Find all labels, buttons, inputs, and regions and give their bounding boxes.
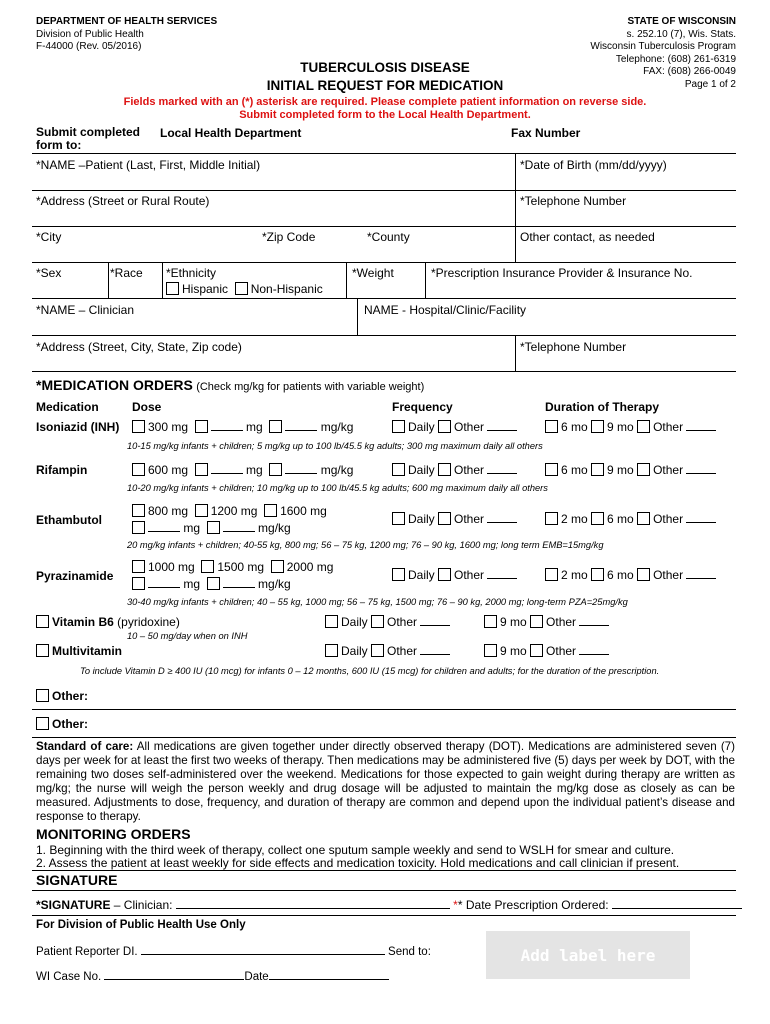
- pza-other-checkbox[interactable]: [438, 568, 451, 581]
- pza-1500-checkbox[interactable]: [201, 560, 214, 573]
- ethnicity-label: *Ethnicity: [166, 266, 217, 280]
- pza-duration: 2 mo 6 mo Other: [545, 568, 716, 582]
- b6-other-checkbox[interactable]: [371, 615, 384, 628]
- facility-field[interactable]: NAME - Hospital/Clinic/Facility: [364, 303, 527, 317]
- pza-dose-row1: 1000 mg 1500 mg 2000 mg: [132, 560, 333, 574]
- inh-dose: 300 mg mg mg/kg: [132, 420, 353, 434]
- inh-mgkg-checkbox[interactable]: [269, 420, 282, 433]
- monitoring-heading: MONITORING ORDERS: [36, 826, 191, 842]
- add-label-box[interactable]: Add label here: [486, 931, 690, 979]
- inh-300-checkbox[interactable]: [132, 420, 145, 433]
- emb-800-checkbox[interactable]: [132, 504, 145, 517]
- clinician-address-field[interactable]: *Address (Street, City, State, Zip code): [36, 340, 242, 354]
- page-number: Page 1 of 2: [684, 78, 736, 90]
- signature-row: *SIGNATURE – Clinician: ** Date Prescription Ordered:: [36, 898, 742, 912]
- pza-1000-checkbox[interactable]: [132, 560, 145, 573]
- emb-daily-checkbox[interactable]: [392, 512, 405, 525]
- emb-dose-row1: 800 mg 1200 mg 1600 mg: [132, 504, 327, 518]
- telephone: Telephone: (608) 261-6319: [615, 53, 736, 65]
- submit-notice: Submit completed form to the Local Health Department.: [239, 109, 531, 121]
- multi-duration: 9 mo Other: [484, 644, 609, 658]
- inh-mg-checkbox[interactable]: [195, 420, 208, 433]
- pza-2000-checkbox[interactable]: [271, 560, 284, 573]
- pza-frequency: Daily Other: [392, 568, 517, 582]
- other2-checkbox[interactable]: [36, 717, 49, 730]
- emb-2mo-checkbox[interactable]: [545, 512, 558, 525]
- col-duration: Duration of Therapy: [545, 400, 660, 414]
- state-name: STATE OF WISCONSIN: [627, 16, 736, 27]
- medication-orders-heading: *MEDICATION ORDERS (Check mg/kg for patients with variable weight): [36, 377, 425, 393]
- pza-6mo-checkbox[interactable]: [591, 568, 604, 581]
- insurance-field[interactable]: *Prescription Insurance Provider & Insurance No.: [431, 266, 693, 280]
- emb-frequency: Daily Other: [392, 512, 517, 526]
- rif-mgkg-checkbox[interactable]: [269, 463, 282, 476]
- clinician-phone-field[interactable]: *Telephone Number: [520, 340, 627, 354]
- rif-daily-checkbox[interactable]: [392, 463, 405, 476]
- emb-dose-row2: mg mg/kg: [132, 521, 291, 535]
- b6-checkbox[interactable]: [36, 615, 49, 628]
- form-title-line2: INITIAL REQUEST FOR MEDICATION: [266, 78, 504, 93]
- rif-note: 10-20 mg/kg infants + children; 10 mg/kg up to 100 lb/45.5 kg adults; 600 mg maximum daily all others: [127, 483, 548, 493]
- dob-field[interactable]: *Date of Birth (mm/dd/yyyy): [520, 158, 667, 172]
- inh-name: Isoniazid (INH): [36, 420, 120, 434]
- emb-mgkg-checkbox[interactable]: [207, 521, 220, 534]
- monitoring-item-1: 1. Beginning with the third week of therapy, collect one sputum sample weekly and send to WSLH for smear and culture.: [36, 843, 675, 857]
- multi-daily-checkbox[interactable]: [325, 644, 338, 657]
- county-field[interactable]: *County: [367, 230, 410, 244]
- multi-row: Multivitamin: [36, 644, 122, 658]
- statute: s. 252.10 (7), Wis. Stats.: [626, 28, 736, 40]
- dph-heading: For Division of Public Health Use Only: [36, 919, 246, 931]
- patient-phone-field[interactable]: *Telephone Number: [520, 194, 627, 208]
- signature-heading: SIGNATURE: [36, 872, 118, 888]
- emb-6mo-checkbox[interactable]: [591, 512, 604, 525]
- pza-mg-checkbox[interactable]: [132, 577, 145, 590]
- reporter-row: Patient Reporter DI. Send to:: [36, 946, 431, 958]
- pza-other-dur-checkbox[interactable]: [637, 568, 650, 581]
- multi-other-dur-checkbox[interactable]: [530, 644, 543, 657]
- case-row: WI Case No. Date: [36, 969, 389, 983]
- inh-other-dur-checkbox[interactable]: [637, 420, 650, 433]
- emb-duration: 2 mo 6 mo Other: [545, 512, 716, 526]
- rif-other-checkbox[interactable]: [438, 463, 451, 476]
- case-number-field[interactable]: [104, 969, 244, 980]
- non-hispanic-checkbox[interactable]: [235, 282, 248, 295]
- pza-name: Pyrazinamide: [36, 569, 114, 583]
- b6-row: Vitamin B6 (pyridoxine): [36, 615, 180, 629]
- pza-2mo-checkbox[interactable]: [545, 568, 558, 581]
- form-title-line1: TUBERCULOSIS DISEASE: [300, 60, 470, 75]
- b6-frequency: Daily Other: [325, 615, 450, 629]
- multi-checkbox[interactable]: [36, 644, 49, 657]
- other-row-2: Other:: [36, 717, 88, 731]
- emb-other-dur-checkbox[interactable]: [637, 512, 650, 525]
- emb-1600-checkbox[interactable]: [264, 504, 277, 517]
- header-left: [36, 16, 217, 54]
- inh-daily-checkbox[interactable]: [392, 420, 405, 433]
- clinician-name-field[interactable]: *NAME – Clinician: [36, 303, 135, 317]
- inh-9mo-checkbox[interactable]: [591, 420, 604, 433]
- pza-dose-row2: mg mg/kg: [132, 577, 291, 591]
- emb-name: Ethambutol: [36, 513, 102, 527]
- b6-9mo-checkbox[interactable]: [484, 615, 497, 628]
- emb-1200-checkbox[interactable]: [195, 504, 208, 517]
- col-medication: Medication: [36, 400, 99, 414]
- multi-frequency: Daily Other: [325, 644, 450, 658]
- ethnicity-options: Hispanic Non-Hispanic: [166, 282, 323, 296]
- fax: FAX: (608) 266-0049: [643, 66, 736, 77]
- date-ordered-field[interactable]: [612, 898, 742, 909]
- emb-note: 20 mg/kg infants + children; 40-55 kg, 800 mg; 56 – 75 kg, 1200 mg; 76 – 90 kg, 1600 mg; long term EMB=15mg/kg: [127, 540, 604, 550]
- signature-field[interactable]: [176, 898, 450, 909]
- pza-daily-checkbox[interactable]: [392, 568, 405, 581]
- other-row-1: Other:: [36, 689, 88, 703]
- inh-duration: 6 mo 9 mo Other: [545, 420, 716, 434]
- standard-of-care: Standard of care: All medications are given together under directly observed therapy (DOT). Medications are administered seven (7) days per week for at least the first two weeks of therapy. Then medications may be administered five (5) days per week by DOT, with the remaining two doses self-administered over the weekend. Medications for those expected to gain weight during therapy are written as mg/kg; the nurse will weigh the person weekly and drug dosage will be adjusted to maintain the mg/kg dose as closely as can be measured. Adjustments to dose, frequency, and duration of therapy are common and depend upon the individual patient’s disease and response to therapy.: [36, 740, 735, 823]
- rif-duration: 6 mo 9 mo Other: [545, 463, 716, 477]
- form-number: F-44000 (Rev. 05/2016): [36, 41, 142, 52]
- reporter-field[interactable]: [141, 944, 385, 955]
- emb-mg-checkbox[interactable]: [132, 521, 145, 534]
- patient-address-field[interactable]: *Address (Street or Rural Route): [36, 194, 210, 208]
- emb-other-checkbox[interactable]: [438, 512, 451, 525]
- zip-field[interactable]: *Zip Code: [262, 230, 316, 244]
- inh-frequency: Daily Other: [392, 420, 517, 434]
- b6-other-dur-checkbox[interactable]: [530, 615, 543, 628]
- weight-field[interactable]: *Weight: [352, 266, 394, 280]
- multi-9mo-checkbox[interactable]: [484, 644, 497, 657]
- pza-note: 30-40 mg/kg infants + children; 40 – 55 kg, 1000 mg; 56 – 75 kg, 1500 mg; 76 – 90 kg, 2000 mg; long-term PZA=25mg/kg: [127, 597, 628, 607]
- rif-600-checkbox[interactable]: [132, 463, 145, 476]
- rif-6mo-checkbox[interactable]: [545, 463, 558, 476]
- required-notice: Fields marked with an (*) asterisk are required. Please complete patient information on reverse side.: [123, 96, 647, 108]
- local-health-dept-label: Local Health Department: [160, 126, 302, 140]
- city-field[interactable]: *City: [36, 230, 62, 244]
- sex-field[interactable]: *Sex: [36, 266, 62, 280]
- submit-label: Submit completed form to:: [36, 125, 141, 152]
- inh-6mo-checkbox[interactable]: [545, 420, 558, 433]
- agency-name: DEPARTMENT OF HEALTH SERVICES: [36, 16, 218, 27]
- dph-date-field[interactable]: [269, 969, 389, 980]
- multi-other-checkbox[interactable]: [371, 644, 384, 657]
- rif-frequency: Daily Other: [392, 463, 517, 477]
- hispanic-checkbox[interactable]: [166, 282, 179, 295]
- b6-daily-checkbox[interactable]: [325, 615, 338, 628]
- pza-mgkg-checkbox[interactable]: [207, 577, 220, 590]
- race-field[interactable]: *Race: [110, 266, 143, 280]
- rif-dose: 600 mg mg mg/kg: [132, 463, 353, 477]
- rif-9mo-checkbox[interactable]: [591, 463, 604, 476]
- other-contact-field[interactable]: Other contact, as needed: [520, 230, 655, 244]
- division-name: Division of Public Health: [36, 28, 144, 40]
- rif-mg-checkbox[interactable]: [195, 463, 208, 476]
- rif-name: Rifampin: [36, 463, 88, 477]
- col-frequency: Frequency: [392, 400, 453, 414]
- fax-number-label: Fax Number: [511, 126, 581, 140]
- vitamin-d-note: To include Vitamin D ≥ 400 IU (10 mcg) for infants 0 – 12 months, 600 IU (15 mcg) for children and adults; for the duration of the prescription.: [80, 666, 660, 676]
- b6-note: 10 – 50 mg/day when on INH: [127, 631, 248, 641]
- patient-name-field[interactable]: *NAME –Patient (Last, First, Middle Initial): [36, 158, 261, 172]
- other1-checkbox[interactable]: [36, 689, 49, 702]
- rif-other-dur-checkbox[interactable]: [637, 463, 650, 476]
- program-name: Wisconsin Tuberculosis Program: [590, 41, 736, 52]
- col-dose: Dose: [132, 400, 162, 414]
- inh-other-checkbox[interactable]: [438, 420, 451, 433]
- b6-duration: 9 mo Other: [484, 615, 609, 629]
- inh-note: 10-15 mg/kg infants + children; 5 mg/kg up to 100 lb/45.5 kg adults; 300 mg maximum daily all others: [127, 441, 543, 451]
- monitoring-item-2: 2. Assess the patient at least weekly for side effects and medication toxicity. Hold medications and call clinician if present.: [36, 856, 680, 870]
